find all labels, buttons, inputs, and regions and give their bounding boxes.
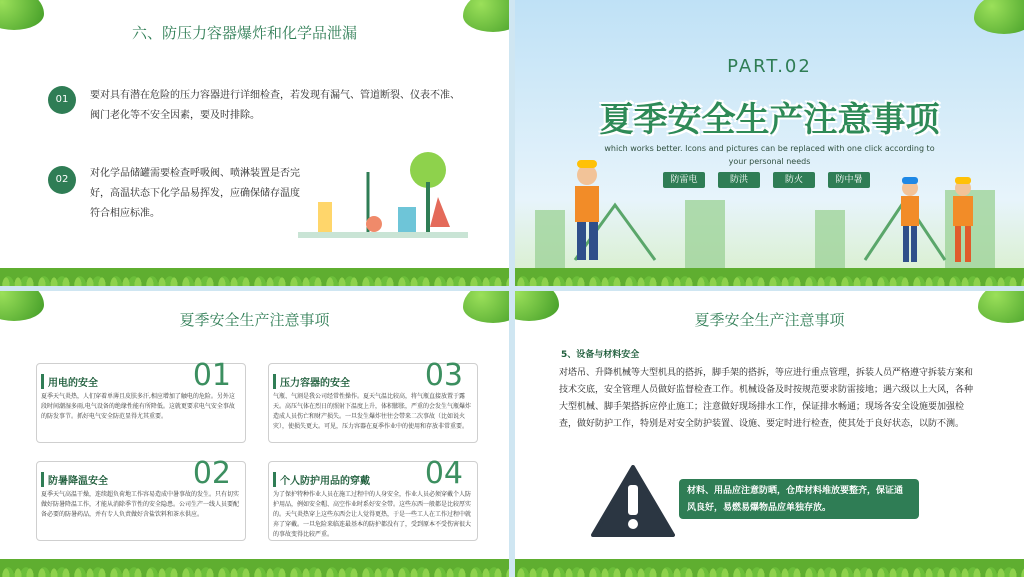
grass-decoration xyxy=(0,555,509,577)
grass-decoration xyxy=(515,555,1024,577)
tag-fire: 防火 xyxy=(773,172,815,188)
item-number: 02 xyxy=(48,166,76,194)
tag-lightning: 防雷电 xyxy=(663,172,705,188)
tag-flood: 防洪 xyxy=(718,172,760,188)
card-body: 气瓶、气割是我公司经常性操作。夏天气温比较高，将气瓶直接放置于露天。高压气体在烈日的照射下温度上升，体积膨胀，严重的会发生气瓶爆炸造成人员伤亡和财产损失。一旦发生爆炸往往会带来二次事故（比如说火灾），使损失更大。可见，压力容器在夏季作业中的使用和存放非常重要。 xyxy=(273,393,472,430)
construction-illustration xyxy=(515,150,1024,270)
lab-equipment-illustration xyxy=(298,152,468,248)
tag-heatstroke: 防中暑 xyxy=(828,172,870,188)
grass-decoration xyxy=(0,264,509,286)
card-number: 03 xyxy=(424,358,463,393)
card-title: 防暑降温安全 xyxy=(41,472,108,487)
slide-2-subtitle: which works better. Icons and pictures can be replaced with one click according to your personal needs xyxy=(604,144,935,166)
slide-1[interactable] xyxy=(0,0,509,286)
card-number: 01 xyxy=(192,358,231,393)
leaf-decoration xyxy=(463,0,509,32)
slide-4[interactable] xyxy=(515,291,1024,577)
part-label: PART.02 xyxy=(727,56,812,77)
card-body: 夏季天气炎热，人们穿着单薄且皮肤多汗,相应增加了触电的危险。另外这段时间潮湿多雨,电气设备的绝缘性能有所降低。这就更要求电气安全事故的防发事节。抓好电气安全防范显得尤其重要。 xyxy=(41,393,235,420)
item-text: 对化学品储罐需要检查呼吸阀、喷淋装置是否完好，高温状态下化学品易挥发，应确保储存温度符合相应标准。 xyxy=(90,168,300,219)
section-body: 对塔吊、升降机械等大型机具的搭拆，脚手架的搭拆，等应进行重点管理，拆装人员严格遵守拆装方案和技术交底，安全管理人员做好监督检查工作。机械设备及时按规范要求防雷接地；遇六级以上大风，各种大型机械、脚手架搭拆应停止施工；注意做好现场排水工作，保证排水畅通；现场各安全设施要加强检查，做好防护工作，特别是对安全防护装置、设施、要定时进行检查，使其处于良好状态，以防不测。 xyxy=(559,368,974,429)
section-heading: 5、设备与材料安全 xyxy=(561,350,640,360)
card-number: 04 xyxy=(424,456,463,491)
card-body: 为了保护特种作业人员在施工过程中的人身安全，作业人员必须穿戴个人防护用品，例如安全帽、高空作业时系好安全带。这些东西一般都是比较厚实的。天气炎热穿上这些东西会让人觉得更热，于是一些工人在工作过程中就弃了穿戴。一旦危险来临连最基本的防护都没有了，受到原本不受伤害很大的事故变得比较严重。 xyxy=(273,491,472,538)
item-text: 要对具有潜在危险的压力容器进行详细检查，若发现有漏气、管道断裂、仪表不准、阀门老化等不安全因素，要及时排除。 xyxy=(90,90,460,121)
slide-4-title: 夏季安全生产注意事项 xyxy=(694,311,845,329)
card-heatstroke-prevention xyxy=(36,456,246,541)
card-title: 个人防护用品的穿戴 xyxy=(273,472,370,487)
card-protective-equipment xyxy=(268,456,478,541)
card-electric-safety xyxy=(36,358,246,443)
leaf-decoration xyxy=(0,0,44,30)
item-number: 01 xyxy=(48,86,76,114)
card-title: 压力容器的安全 xyxy=(273,374,350,389)
card-body: 夏季天气高温干燥，连续超负荷地工作容易造成中暑事故的发生。只有切实做好防暑降温工作，才能从消除季节性的安全隐患。公司生产一线人员要配备必要的防暑药品，并有专人负责做好含盐饮料和茶水供应。 xyxy=(41,491,240,518)
grass-decoration xyxy=(515,264,1024,286)
warning-icon xyxy=(591,465,675,537)
card-pressure-vessel xyxy=(268,358,478,443)
slide-3[interactable] xyxy=(0,291,509,577)
card-number: 02 xyxy=(192,456,231,491)
worker-figure xyxy=(901,177,919,262)
card-title: 用电的安全 xyxy=(41,374,98,389)
slide-3-title: 夏季安全生产注意事项 xyxy=(179,311,330,329)
slide-2-title: 夏季安全生产注意事项 xyxy=(599,100,940,140)
leaf-decoration xyxy=(974,0,1024,34)
notice-box: 材料、用品应注意防晒，仓库材料堆放要整齐，保证通风良好，易燃易爆物品应单独存放。 xyxy=(679,479,919,519)
slide-1-title: 六、防压力容器爆炸和化学品泄漏 xyxy=(132,24,358,42)
slide-2[interactable] xyxy=(515,0,1024,286)
